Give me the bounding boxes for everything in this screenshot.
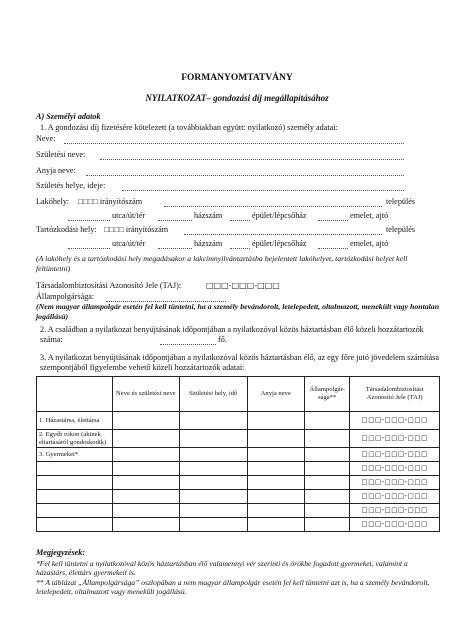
residence-floor-field[interactable] xyxy=(318,220,348,221)
birth-cell[interactable] xyxy=(180,462,248,476)
notes-heading: Megjegyzések: xyxy=(36,548,86,557)
name-cell[interactable] xyxy=(112,462,180,476)
taj-cell[interactable]: □□□-□□□-□□□ xyxy=(350,412,440,430)
citizenship-cell[interactable] xyxy=(304,490,349,504)
row-label: 2. Egyéb rokon (akinek eltartásáról gondoskodik) xyxy=(37,430,113,448)
address-note: (A lakóhely és a tartózkodási hely megadásakor a lakcímnyilvántartásba bejelentett lakóhelyet, tartózkodási helyet kell feltüntetni) xyxy=(36,254,408,273)
name-cell[interactable] xyxy=(112,448,180,462)
name-cell[interactable] xyxy=(112,430,180,448)
table-row xyxy=(37,430,440,448)
stay-label: Tartózkodási hely: xyxy=(36,225,97,234)
name-cell[interactable] xyxy=(112,476,180,490)
taj-cell[interactable]: □□□-□□□-□□□ xyxy=(350,430,440,448)
residence-house-label: házszám xyxy=(194,211,223,220)
stay-settlement-label: település xyxy=(386,225,416,234)
table-header-cell xyxy=(37,377,113,412)
taj-boxes[interactable]: □□□-□□□-□□□ xyxy=(206,281,280,290)
table-header-cell: Születési hely, idő xyxy=(180,377,248,412)
question-2: 2. A családban a nyilatkozat benyújtásának időpontjában a nyilatkozóval közös háztartásban élő közeli hozzátartozók száma: xyxy=(40,325,424,344)
residence-house-field[interactable] xyxy=(158,220,192,221)
taj-cell[interactable]: □□□-□□□-□□□ xyxy=(350,490,440,504)
mother-cell[interactable] xyxy=(247,448,304,462)
residence-street-field[interactable] xyxy=(68,220,110,221)
stay-building-label: épület/lépcsőház xyxy=(252,239,307,248)
mother-field[interactable] xyxy=(86,175,404,176)
table-row xyxy=(37,518,440,532)
stay-street-label: utca/út/tér xyxy=(112,239,146,248)
birth-cell[interactable] xyxy=(180,518,248,532)
birth-place-field[interactable] xyxy=(122,190,404,191)
row-label: 3. Gyermekei* xyxy=(37,448,113,462)
birth-cell[interactable] xyxy=(180,430,248,448)
taj-cell[interactable]: □□□-□□□-□□□ xyxy=(350,448,440,462)
stay-floor-label: emelet, ajtó xyxy=(350,239,389,248)
table-row xyxy=(37,462,440,476)
mother-label: Anyja neve: xyxy=(36,166,76,175)
row-label xyxy=(37,504,113,518)
name-cell[interactable] xyxy=(112,490,180,504)
stay-street-field[interactable] xyxy=(68,248,110,249)
row-label xyxy=(37,518,113,532)
stay-floor-field[interactable] xyxy=(318,248,348,249)
birth-place-label: Születés helye, ideje: xyxy=(36,181,106,190)
birth-cell[interactable] xyxy=(180,412,248,430)
table-row xyxy=(37,490,440,504)
residence-settlement-label: település xyxy=(386,197,416,206)
stay-zip[interactable]: □□□□ irányítószám xyxy=(104,225,169,234)
taj-cell[interactable]: □□□-□□□-□□□ xyxy=(350,462,440,476)
birth-name-label: Születési neve: xyxy=(36,150,86,159)
table-row xyxy=(37,476,440,490)
residence-settlement-field[interactable] xyxy=(164,206,382,207)
birth-cell[interactable] xyxy=(180,476,248,490)
stay-house-field[interactable] xyxy=(158,248,192,249)
stay-building-field[interactable] xyxy=(230,248,250,249)
residence-label: Lakóhely: xyxy=(36,197,70,206)
note-2: ** A táblázat „Állampolgársága” oszlopában a nem magyar állampolgár esetén fel kell tüntetni azt is, ha a személy bevándorolt, letelepedett, oltalmazott vagy menekült jogállású. xyxy=(36,578,430,597)
row-label xyxy=(37,462,113,476)
question-3: 3. A nyilatkozat benyújtásának időpontjában a nyilatkozóval közös háztartásban élő, az egy főre jutó jövedelem számítása szempontjából figyelembe vehető közeli hozzátartozók adatai: xyxy=(40,353,440,372)
name-label: Neve: xyxy=(36,134,56,143)
citizenship-cell[interactable] xyxy=(304,448,349,462)
residence-zip[interactable]: □□□□ irányítószám xyxy=(78,197,143,206)
citizenship-label: Állampolgársága: xyxy=(36,292,95,301)
mother-cell[interactable] xyxy=(247,430,304,448)
residence-building-label: épület/lépcsőház xyxy=(252,211,307,220)
question-2-unit: fő. xyxy=(218,335,227,344)
birth-cell[interactable] xyxy=(180,448,248,462)
taj-cell[interactable]: □□□-□□□-□□□ xyxy=(350,504,440,518)
birth-cell[interactable] xyxy=(180,490,248,504)
mother-cell[interactable] xyxy=(247,412,304,430)
citizenship-cell[interactable] xyxy=(304,412,349,430)
table-header-cell: Anyja neve xyxy=(247,377,304,412)
residence-street-label: utca/út/tér xyxy=(112,211,146,220)
birth-cell[interactable] xyxy=(180,504,248,518)
question-1: 1. A gondozási díj fizetésére kötelezett (a továbbiakban együtt: nyilatkozó) személy adatai: xyxy=(40,123,338,132)
name-field[interactable] xyxy=(64,143,404,144)
row-label: 1. Házastársa, élettársa xyxy=(37,412,113,430)
mother-cell[interactable] xyxy=(247,462,304,476)
name-cell[interactable] xyxy=(112,504,180,518)
citizenship-cell[interactable] xyxy=(304,504,349,518)
mother-cell[interactable] xyxy=(247,490,304,504)
note-1: *Fel kell tüntetni a nyilatkozóval közös háztartásban élő valamennyi vér szerinti és örökbe fogadott gyermeket, valamint a házastárs, élettárs gyermekeit is. xyxy=(36,559,408,578)
table-header-cell: Társadalombiztosítási Azonosító Jele (TAJ) xyxy=(350,377,440,412)
citizenship-cell[interactable] xyxy=(304,518,349,532)
table-header-row xyxy=(37,377,440,412)
row-label xyxy=(37,476,113,490)
mother-cell[interactable] xyxy=(247,476,304,490)
stay-house-label: házszám xyxy=(194,239,223,248)
birth-name-field[interactable] xyxy=(100,159,404,160)
mother-cell[interactable] xyxy=(247,504,304,518)
table-header-cell: Állampolgár-sága** xyxy=(304,377,349,412)
taj-label: Társadalombiztosítási Azonosító Jele (TAJ): xyxy=(36,281,182,290)
table-row xyxy=(37,448,440,462)
citizenship-cell[interactable] xyxy=(304,476,349,490)
citizenship-cell[interactable] xyxy=(304,462,349,476)
table-row xyxy=(37,412,440,430)
citizenship-cell[interactable] xyxy=(304,430,349,448)
taj-cell[interactable]: □□□-□□□-□□□ xyxy=(350,518,440,532)
residence-floor-label: emelet, ajtó xyxy=(350,211,389,220)
row-label xyxy=(37,490,113,504)
name-cell[interactable] xyxy=(112,412,180,430)
household-count-field[interactable] xyxy=(160,344,216,345)
relatives-table xyxy=(36,376,440,532)
residence-building-field[interactable] xyxy=(230,220,250,221)
name-cell[interactable] xyxy=(112,518,180,532)
table-row xyxy=(37,504,440,518)
citizenship-note: (Nem magyar állampolgár esetén fel kell tüntetni, ha a személy bevándorolt, letelepedett, oltalmazott, menekült vagy hontalan jogállású) xyxy=(36,302,440,321)
form-subtitle: NYILATKOZAT– gondozási díj megállapításához xyxy=(145,93,329,103)
mother-cell[interactable] xyxy=(247,518,304,532)
form-title: FORMANYOMTATVÁNY xyxy=(181,73,293,83)
taj-cell[interactable]: □□□-□□□-□□□ xyxy=(350,476,440,490)
stay-settlement-field[interactable] xyxy=(184,234,382,235)
section-a-heading: A) Személyi adatok xyxy=(36,112,101,121)
table-header-cell: Neve és születési neve xyxy=(112,377,180,412)
